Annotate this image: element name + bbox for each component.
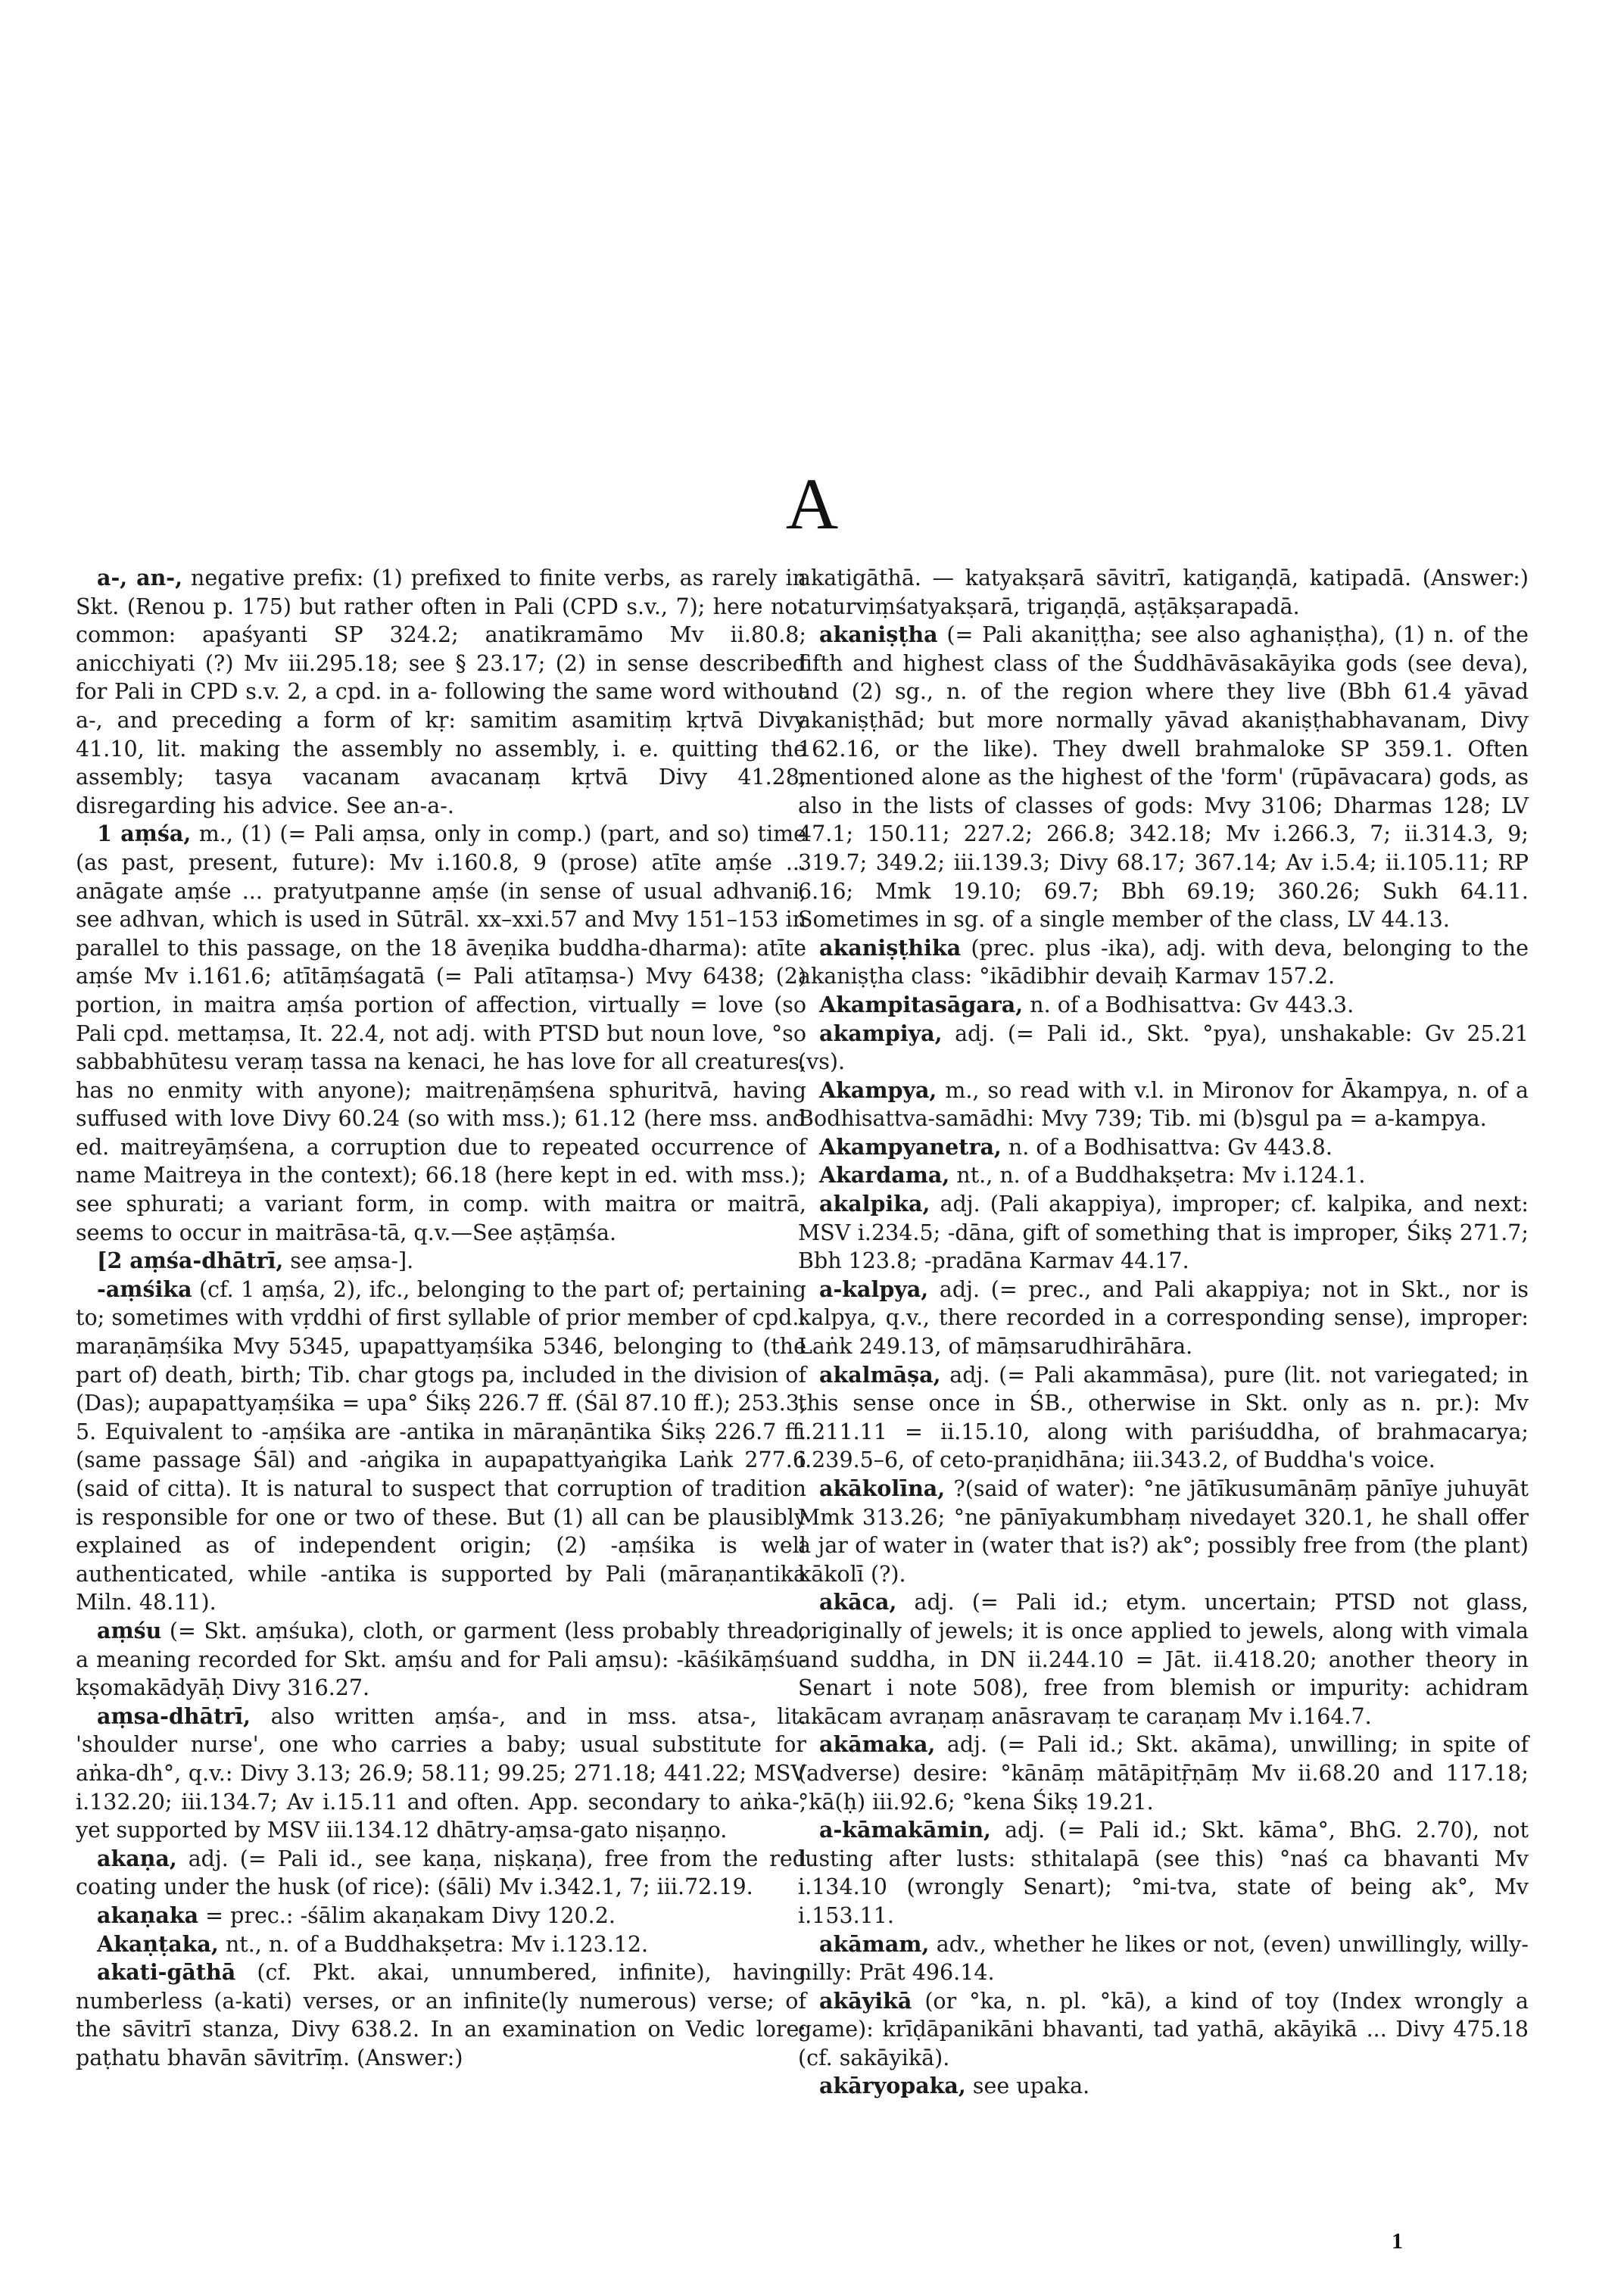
entry-definition: (cf. Pkt. akai, unnumbered, infinite), having numberless (a-kati) verses, or an infinite(ly numerous) verse; of the sāvitrī stanza, Divy 638.2. In an examination on Vedic lore: paṭhatu bhavān sāvitrīṃ. (Answer:) bbox=[76, 1960, 806, 2070]
entry-headword: [2 aṃśa-dhātrī, bbox=[97, 1248, 284, 1274]
dictionary-entry bbox=[798, 1076, 1529, 1133]
right-column bbox=[798, 564, 1529, 2101]
entry-definition: (= Skt. aṃśuka), cloth, or garment (less probably thread, a meaning recorded for Skt. aṃśu and for Pali aṃsu): -kāśikāṃśu-kṣomakādyāḥ Divy 316.27. bbox=[76, 1618, 806, 1701]
dictionary-entry bbox=[76, 1247, 806, 1276]
dictionary-entry bbox=[76, 1902, 806, 1930]
page-heading-letter: A bbox=[785, 463, 839, 544]
dictionary-entry bbox=[76, 1930, 806, 1959]
entry-definition: adj. (= Pali id.; etym. uncertain; PTSD not glass, originally of jewels; it is once applied to jewels, along with vimala and suddha, in DN ii.244.10 = Jāt. ii.418.20; another theory in Senart i note 508), free from blemish or impurity: achidram akācam avraṇaṃ anāsravaṃ te caraṇaṃ Mv i.164.7. bbox=[798, 1590, 1529, 1729]
entry-definition: negative prefix: (1) prefixed to finite verbs, as rarely in Skt. (Renou p. 175) but rather often in Pali (CPD s.v., 7); here not common: apaśyanti SP 324.2; anatikramāmo Mv ii.80.8; anicchiyati (?) Mv iii.295.18; see § 23.17; (2) in sense described for Pali in CPD s.v. 2, a cpd. in a- following the same word without a-, and preceding a form of kṛ: samitim asamitiṃ kṛtvā Divy 41.10, lit. making the assembly no assembly, i. e. quitting the assembly; tasya vacanam avacanaṃ kṛtvā Divy 41.28, disregarding his advice. See an-a-. bbox=[76, 565, 807, 818]
dictionary-entry bbox=[798, 991, 1529, 1020]
entry-headword: akāmam, bbox=[819, 1930, 930, 1957]
entry-definition: adj. (= prec., and Pali akappiya; not in Skt., nor is kalpya, q.v., there recorded in a corresponding sense), improper: Laṅk 249.13, of māṃsarudhirāhāra. bbox=[798, 1276, 1529, 1360]
entry-definition: adj. (= Pali id.; Skt. akāma), unwilling; in spite of (adverse) desire: °kānāṃ mātāpitṝṇāṃ Mv ii.68.20 and 117.18; °kā(ḥ) iii.92.6; °kena Śikṣ 19.21. bbox=[798, 1732, 1529, 1815]
entry-headword: Akaṇṭaka, bbox=[97, 1930, 219, 1957]
dictionary-entry bbox=[798, 1588, 1529, 1731]
entry-definition: adj. (= Pali id., Skt. °pya), unshakable: Gv 25.21 (vs). bbox=[798, 1020, 1529, 1075]
dictionary-entry bbox=[798, 621, 1529, 934]
entry-definition: adj. (= Pali id., see kaṇa, niṣkaṇa), free from the red coating under the husk (of rice): (śāli) Mv i.342.1, 7; iii.72.19. bbox=[76, 1846, 806, 1900]
dictionary-entry bbox=[798, 1161, 1529, 1190]
entry-definition: n. of a Bodhisattva: Gv 443.3. bbox=[1023, 992, 1354, 1017]
entry-definition: adj. (Pali akappiya), improper; cf. kalpika, and next: MSV i.234.5; -dāna, gift of something that is improper, Śikṣ 271.7; Bbh 123.8; -pradāna Karmav 44.17. bbox=[798, 1192, 1529, 1274]
left-column bbox=[76, 564, 806, 2072]
dictionary-entry bbox=[798, 1133, 1529, 1162]
entry-definition: m., so read with v.l. in Mironov for Ākampya, n. of a Bodhisattva-samādhi: Mvy 739; Tib. mi (b)sgul pa = a-kampya. bbox=[798, 1077, 1529, 1132]
entry-headword: akaṇaka bbox=[97, 1902, 199, 1928]
entry-definition: = prec.: -śālim akaṇakam Divy 120.2. bbox=[198, 1902, 616, 1928]
dictionary-entry bbox=[798, 1190, 1529, 1276]
entry-headword: a-kalpya, bbox=[819, 1276, 929, 1302]
entry-definition: also written aṃśa-, and in mss. atsa-, lit. 'shoulder nurse', one who carries a baby; usual substitute for aṅka-dh°, q.v.: Divy 3.13; 26.9; 58.11; 99.25; 271.18; 441.22; MSV i.132.20; iii.134.7; Av i.15.11 and often. App. secondary to aṅka-, yet supported by MSV iii.134.12 dhātry-aṃsa-gato niṣaṇṇo. bbox=[76, 1703, 806, 1843]
dictionary-entry bbox=[798, 564, 1529, 621]
entry-headword: 1 aṃśa, bbox=[97, 821, 192, 847]
entry-headword: akaniṣṭhika bbox=[819, 934, 962, 961]
page-number: 1 bbox=[1392, 2229, 1403, 2254]
entry-headword: akāyikā bbox=[819, 1987, 912, 2014]
entry-definition: adv., whether he likes or not, (even) unwillingly, willy-nilly: Prāt 496.14. bbox=[798, 1931, 1529, 1986]
dictionary-entry bbox=[798, 1930, 1529, 1987]
entry-definition: adj. (= Pali akammāsa), pure (lit. not variegated; in this sense once in ŚB., otherwise in Skt. only as n. pr.): Mv i.211.11 = ii.15.10, along with pariśuddha, of brahmacarya; i.239.5–6, of ceto-praṇidhāna; iii.343.2, of Buddha's voice. bbox=[798, 1362, 1529, 1473]
entry-definition: (= Pali akaniṭṭha; see also aghaniṣṭha), (1) n. of the fifth and highest class of the Śuddhāvāsakāyika gods (see deva), and (2) sg., n. of the region where they live (Bbh 61.4 yāvad akaniṣṭhād; but more normally yāvad akaniṣṭhabhavanam, Divy 162.16, or the like). They dwell brahmaloke SP 359.1. Often mentioned alone as the highest of the 'form' (rūpāvacara) gods, as also in the lists of classes of gods: Mvy 3106; Dharmas 128; LV 47.1; 150.11; 227.2; 266.8; 342.18; Mv i.266.3, 7; ii.314.3, 9; 319.7; 349.2; iii.139.3; Divy 68.17; 367.14; Av i.5.4; ii.105.11; RP 6.16; Mmk 19.10; 69.7; Bbh 69.19; 360.26; Sukh 64.11. Sometimes in sg. of a single member of the class, LV 44.13. bbox=[798, 622, 1529, 933]
entry-headword: akaṇa, bbox=[97, 1845, 177, 1871]
entry-headword: Akampya, bbox=[819, 1076, 937, 1103]
entry-headword: akāryopaka, bbox=[819, 2073, 966, 2099]
entry-headword: akāmaka, bbox=[819, 1731, 936, 1758]
entry-definition: (or °ka, n. pl. °kā), a kind of toy (Index wrongly a game): krīḍāpanikāni bhavanti, tad yathā, akāyikā ... Divy 475.18 (cf. sakāyikā). bbox=[798, 1988, 1529, 2070]
entry-headword: akāca, bbox=[819, 1589, 897, 1615]
dictionary-entry bbox=[76, 1958, 806, 2072]
entry-definition: (prec. plus -ika), adj. with deva, belonging to the akaniṣṭha class: °ikādibhir devaiḥ Karmav 157.2. bbox=[798, 935, 1529, 989]
entry-headword: akalpika, bbox=[819, 1191, 930, 1217]
entry-definition: n. of a Bodhisattva: Gv 443.8. bbox=[1001, 1134, 1333, 1160]
dictionary-entry bbox=[798, 1475, 1529, 1588]
dictionary-entry bbox=[798, 1020, 1529, 1076]
entry-definition: see aṃsa-]. bbox=[283, 1248, 414, 1274]
dictionary-entry bbox=[798, 1731, 1529, 1816]
entry-definition: nt., n. of a Buddhakṣetra: Mv i.123.12. bbox=[218, 1931, 649, 1957]
entry-headword: a-kāmakāmin, bbox=[819, 1817, 991, 1843]
entry-definition: ?(said of water): °ne jātīkusumānāṃ pānīye juhuyāt Mmk 313.26; °ne pānīyakumbhaṃ nivedayet 320.1, he shall offer a jar of water in (water that is?) ak°; possibly free from (the plant) kākolī (?). bbox=[798, 1476, 1529, 1587]
dictionary-entry bbox=[798, 1276, 1529, 1361]
entry-definition: see upaka. bbox=[965, 2073, 1090, 2099]
entry-headword: akati-gāthā bbox=[97, 1959, 236, 1986]
entry-headword: akākolīna, bbox=[819, 1475, 946, 1501]
entry-headword: aṃśu bbox=[97, 1617, 162, 1643]
entry-headword: aṃsa-dhātrī, bbox=[97, 1703, 251, 1729]
entry-headword: akalmāṣa, bbox=[819, 1361, 941, 1388]
entry-headword: akaniṣṭha bbox=[819, 622, 938, 648]
entry-headword: Akampyanetra, bbox=[819, 1133, 1002, 1160]
entry-headword: Akardama, bbox=[819, 1162, 950, 1189]
entry-definition: akatigāthā. — katyakṣarā sāvitrī, katigaṇḍā, katipadā. (Answer:) caturviṃśatyakṣarā, trigaṇḍā, aṣṭākṣarapadā. bbox=[798, 565, 1529, 619]
dictionary-entry bbox=[76, 1617, 806, 1703]
entry-headword: a-, an-, bbox=[97, 565, 183, 590]
dictionary-entry bbox=[798, 2072, 1529, 2101]
dictionary-entry bbox=[76, 564, 806, 820]
dictionary-entry bbox=[798, 1987, 1529, 2073]
dictionary-entry bbox=[798, 1361, 1529, 1475]
entry-headword: -aṃśika bbox=[97, 1276, 192, 1302]
dictionary-entry bbox=[76, 1276, 806, 1617]
entry-definition: nt., n. of a Buddhakṣetra: Mv i.124.1. bbox=[949, 1163, 1366, 1189]
dictionary-entry bbox=[798, 1816, 1529, 1930]
entry-headword: Akampitasāgara, bbox=[819, 991, 1024, 1017]
dictionary-entry bbox=[76, 1845, 806, 1902]
dictionary-entry bbox=[76, 1703, 806, 1845]
entry-definition: m., (1) (= Pali aṃsa, only in comp.) (part, and so) time (as past, present, future): Mv i.160.8, 9 (prose) atīte aṃśe ... anāgate aṃśe ... pratyutpanne aṃśe (in sense of usual adhvani, see adhvan, which is used in Sūtrāl. xx–xxi.57 and Mvy 151–153 in parallel to this passage, on the 18 āveṇika buddha-dharma): atīte aṃśe Mv i.161.6; atītāṃśagatā (= Pali atītaṃsa-) Mvy 6438; (2) portion, in maitra aṃśa portion of affection, virtually = love (so Pali cpd. mettaṃsa, It. 22.4, not adj. with PTSD but noun love, °so sabbabhūtesu veraṃ tassa na kenaci, he has love for all creatures, has no enmity with anyone); maitreṇāṃśena sphuritvā, having suffused with love Divy 60.24 (so with mss.); 61.12 (here mss. and ed. maitreyāṃśena, a corruption due to repeated occurrence of name Maitreya in the context); 66.18 (here kept in ed. with mss.); see sphurati; a variant form, in comp. with maitra or maitrā, seems to occur in maitrāsa-tā, q.v.—See aṣṭāṃśa. bbox=[76, 821, 806, 1245]
entry-headword: akampiya, bbox=[819, 1020, 943, 1046]
dictionary-entry bbox=[798, 934, 1529, 991]
entry-definition: (cf. 1 aṃśa, 2), ifc., belonging to the part of; pertaining to; sometimes with vṛddhi of first syllable of prior member of cpd.: maraṇāṃśika Mvy 5345, upapattyaṃśika 5346, belonging to (the part of) death, birth; Tib. char gtogs pa, included in the division of (Das); aupapattyaṃśika = upa° Śikṣ 226.7 ff. (Śāl 87.10 ff.); 253.3, 5. Equivalent to -aṃśika are -antika in māraṇāntika Śikṣ 226.7 ff. (same passage Śāl) and -aṅgika in aupapattyaṅgika Laṅk 277.6 (said of citta). It is natural to suspect that corruption of tradition is responsible for one or two of these. But (1) all can be plausibly explained as of independent origin; (2) -aṃśika is well authenticated, while -antika is supported by Pali (māraṇantika Miln. 48.11). bbox=[76, 1276, 806, 1615]
dictionary-entry bbox=[76, 820, 806, 1247]
entry-definition: adj. (= Pali id.; Skt. kāma°, BhG. 2.70), not lusting after lusts: sthitalapā (see this) °naś ca bhavanti Mv i.134.10 (wrongly Senart); °mi-tva, state of being ak°, Mv i.153.11. bbox=[798, 1818, 1529, 1928]
